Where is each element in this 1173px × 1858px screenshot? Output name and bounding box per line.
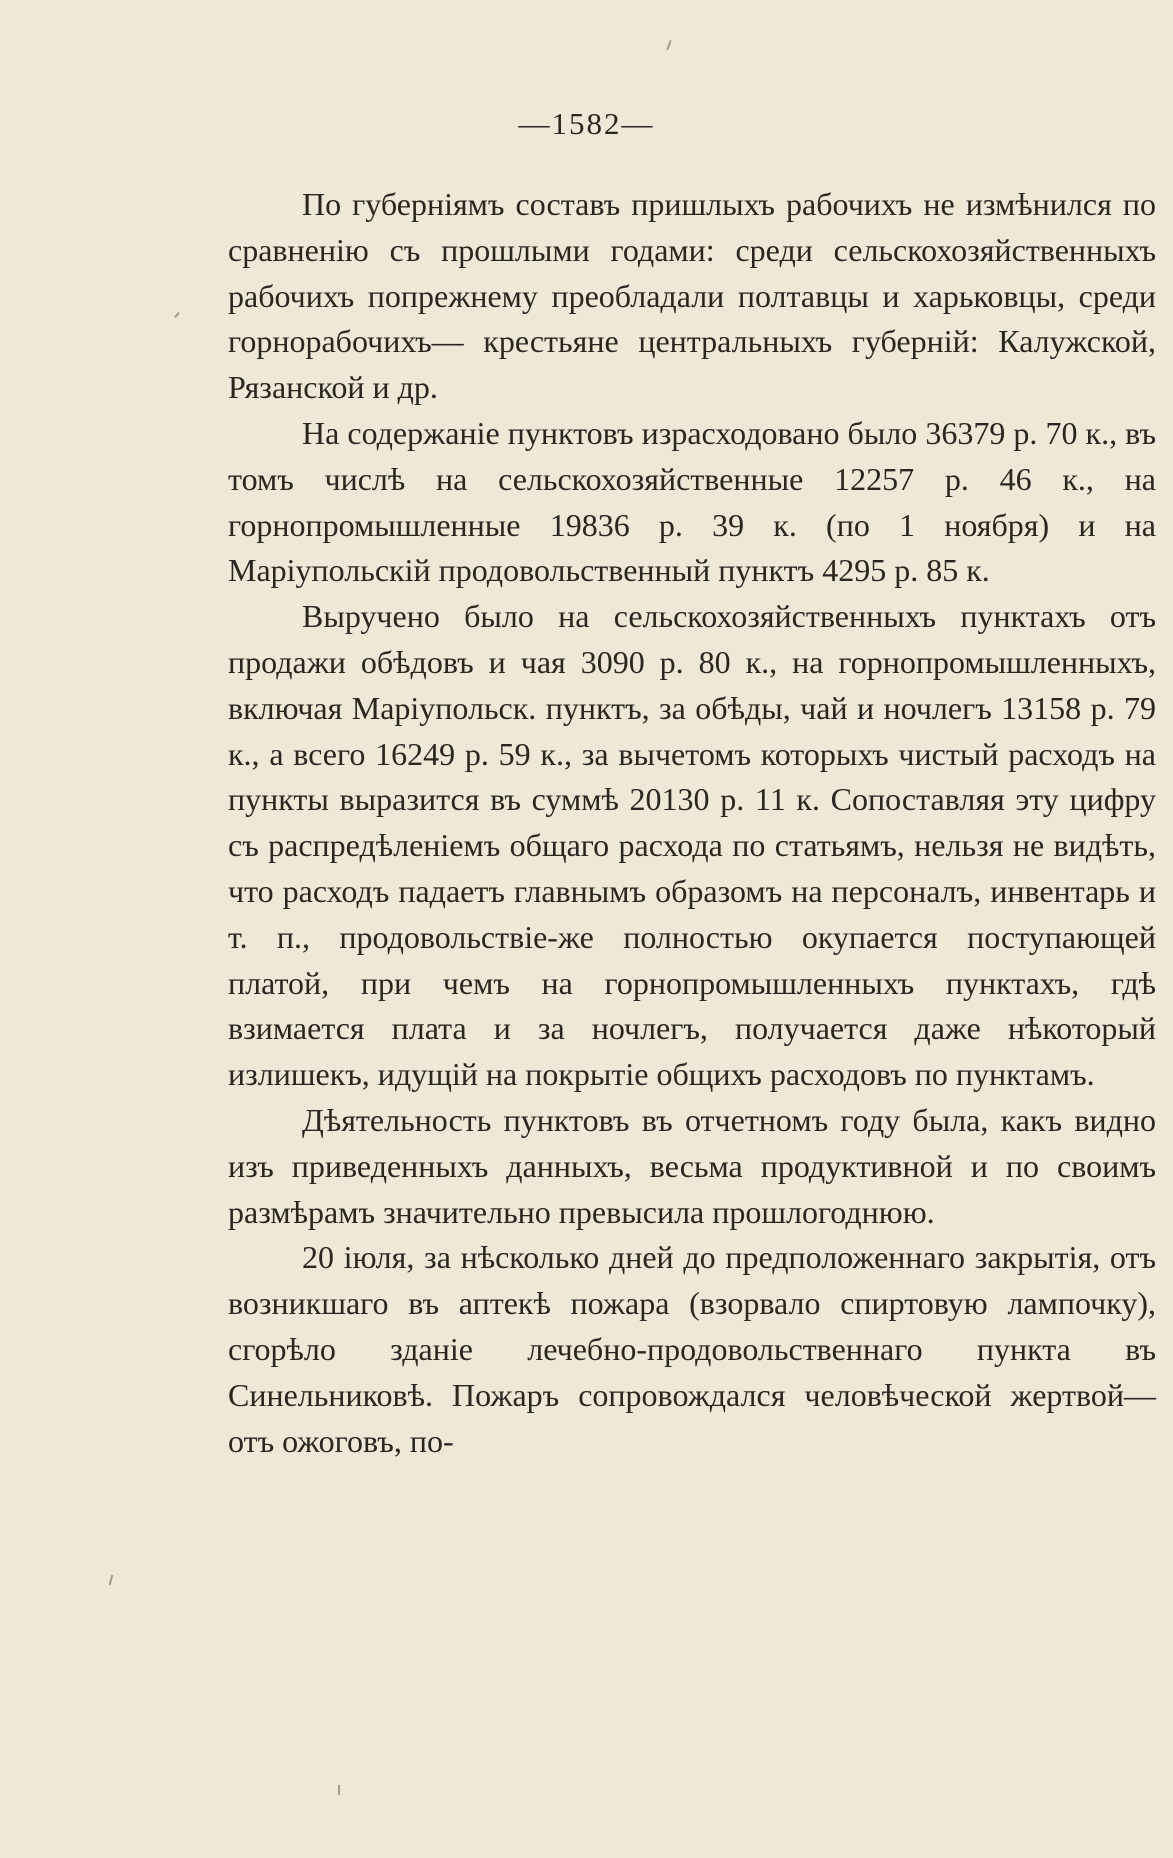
paragraph: По губерніямъ составъ пришлыхъ рабочихъ не измѣнился по сравненію съ прошлыми годами: среди сельскохозяйственныхъ рабочихъ попрежнему преобладали полтавцы и харьковцы, среди горнорабочихъ— крестьяне центральныхъ губерній: Калужской, Рязанской и др. bbox=[228, 186, 1156, 406]
paper-speck bbox=[174, 312, 179, 318]
paragraph: 20 іюля, за нѣсколько дней до предположеннаго закрытія, отъ возникшаго въ аптекѣ пожара (взорвало спиртовую лампочку), сгорѣло зданіе лечебно-продовольственнаго пункта въ Синельниковѣ. Пожаръ сопровождался человѣческой жертвой—отъ ожоговъ, по- bbox=[228, 1239, 1156, 1459]
paragraph: Выручено было на сельскохозяйственныхъ пунктахъ отъ продажи обѣдовъ и чая 3090 р. 80 к., на горнопромышленныхъ, включая Маріупольск. пунктъ, за обѣды, чай и ночлегъ 13158 р. 79 к., а всего 16249 р. 59 к., за вычетомъ которыхъ чистый расходъ на пункты выразится въ суммѣ 20130 р. 11 к. Сопоставляя эту цифру съ распредѣленіемъ общаго расхода по статьямъ, нельзя не видѣть, что расходъ падаетъ главнымъ образомъ на персоналъ, инвентарь и т. п., продовольствіе-же полностью окупается поступающей платой, при чемъ на горнопромышленныхъ пунктахъ, гдѣ взимается плата и за ночлегъ, получается даже нѣкоторый излишекъ, идущій на покрытіе общихъ расходовъ по пунктамъ. bbox=[228, 598, 1156, 1093]
body-text bbox=[228, 182, 1156, 1464]
paragraph: Дѣятельность пунктовъ въ отчетномъ году была, какъ видно изъ приведенныхъ данныхъ, весьма продуктивной и по своимъ размѣрамъ значительно превысила прошлогоднюю. bbox=[228, 1101, 1156, 1230]
paper-speck bbox=[666, 40, 671, 50]
paper-speck bbox=[109, 1575, 114, 1585]
page-number: —1582— bbox=[518, 106, 655, 141]
paragraph: На содержаніе пунктовъ израсходовано было 36379 р. 70 к., въ томъ числѣ на сельскохозяйственные 12257 р. 46 к., на горнопромышленные 19836 р. 39 к. (по 1 ноября) и на Маріупольскій продовольственный пунктъ 4295 р. 85 к. bbox=[228, 414, 1156, 589]
paper-speck bbox=[338, 1785, 340, 1795]
